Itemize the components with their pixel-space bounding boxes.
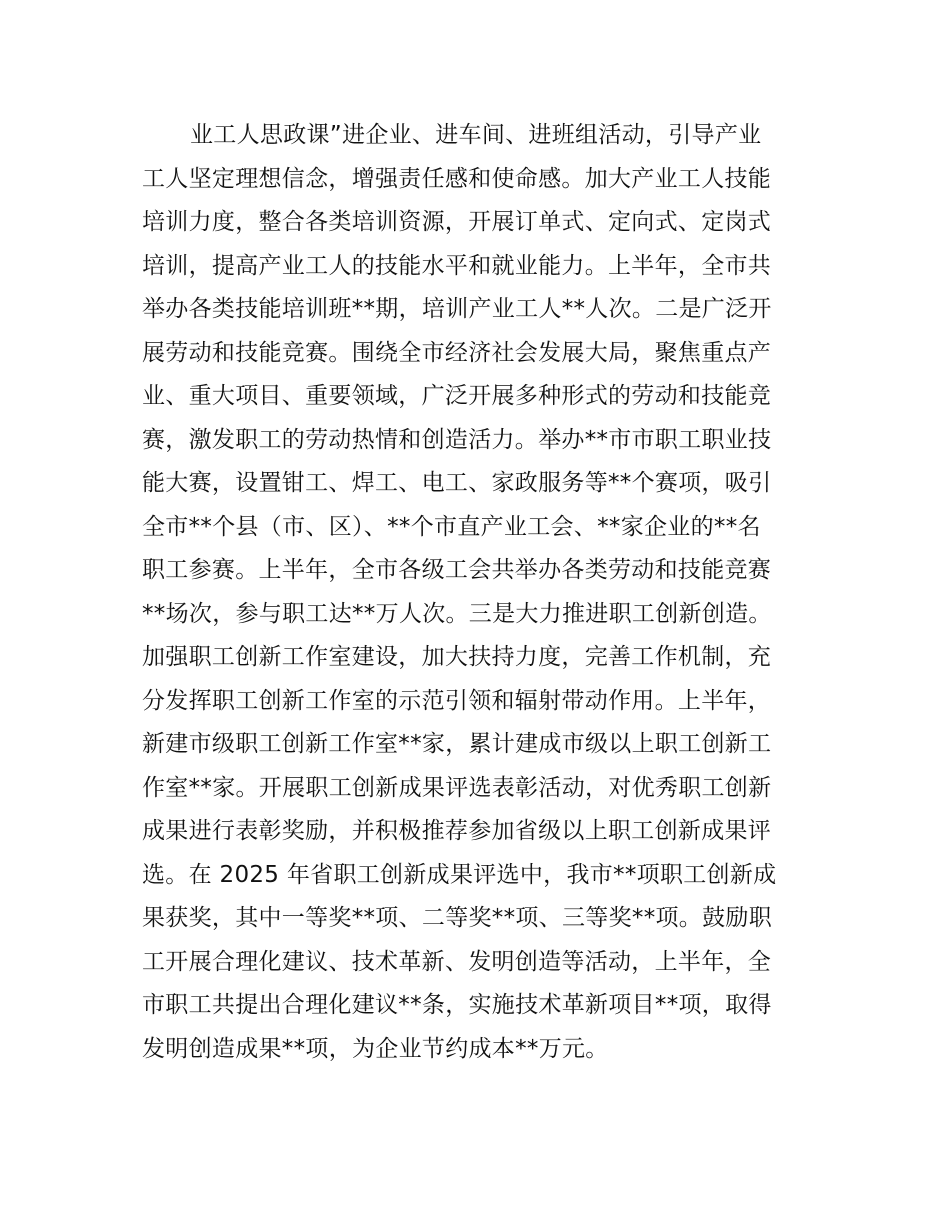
text-line: 展劳动和技能竞赛。围绕全市经济社会发展大局，聚焦重点产: [142, 339, 772, 366]
text-line: 业工人思政课”进企业、进车间、进班组活动，引导产业: [190, 122, 762, 148]
text-line: 分发挥职工创新工作室的示范引领和辐射带动作用。上半年，: [142, 687, 772, 714]
text-line: 加强职工创新工作室建设，加大扶持力度，完善工作机制，充: [142, 644, 772, 670]
text-line: 赛，激发职工的劳动热情和创造活力。举办**市市职工职业技: [142, 426, 772, 453]
text-line: 培训，提高产业工人的技能水平和就业能力。上半年，全市共: [142, 252, 772, 279]
text-line: 职工参赛。上半年，全市各级工会共举办各类劳动和技能竞赛: [142, 557, 772, 583]
text-line: 选。在 2025 年省职工创新成果评选中，我市**项职工创新成: [142, 861, 777, 888]
text-line: 工人坚定理想信念，增强责任感和使命感。加大产业工人技能: [142, 165, 772, 192]
text-line: 果获奖，其中一等奖**项、二等奖**项、三等奖**项。鼓励职: [142, 905, 772, 931]
text-line: 举办各类技能培训班**期，培训产业工人**人次。二是广泛开: [142, 296, 772, 322]
text-line: **场次，参与职工达**万人次。三是大力推进职工创新创造。: [142, 600, 772, 627]
text-line: 成果进行表彰奖励，并积极推荐参加省级以上职工创新成果评: [142, 818, 772, 844]
text-line: 工开展合理化建议、技术革新、发明创造等活动，上半年，全: [142, 948, 772, 975]
text-line: 培训力度，整合各类培训资源，开展订单式、定向式、定岗式: [142, 209, 772, 235]
text-line: 能大赛，设置钳工、焊工、电工、家政服务等**个赛项，吸引: [142, 470, 772, 496]
text-line: 业、重大项目、重要领域，广泛开展多种形式的劳动和技能竞: [142, 383, 772, 409]
text-line: 市职工共提出合理化建议**条，实施技术革新项目**项，取得: [142, 992, 772, 1018]
text-line: 新建市级职工创新工作室**家，累计建成市级以上职工创新工: [142, 731, 772, 757]
text-line: 全市**个县（市、区）、**个市直产业工会、**家企业的**名: [142, 513, 761, 540]
text-line: 发明创造成果**项，为企业节约成本**万元。: [142, 1035, 609, 1062]
body-paragraph: [142, 114, 842, 1071]
text-line: 作室**家。开展职工创新成果评选表彰活动，对优秀职工创新: [142, 774, 772, 801]
